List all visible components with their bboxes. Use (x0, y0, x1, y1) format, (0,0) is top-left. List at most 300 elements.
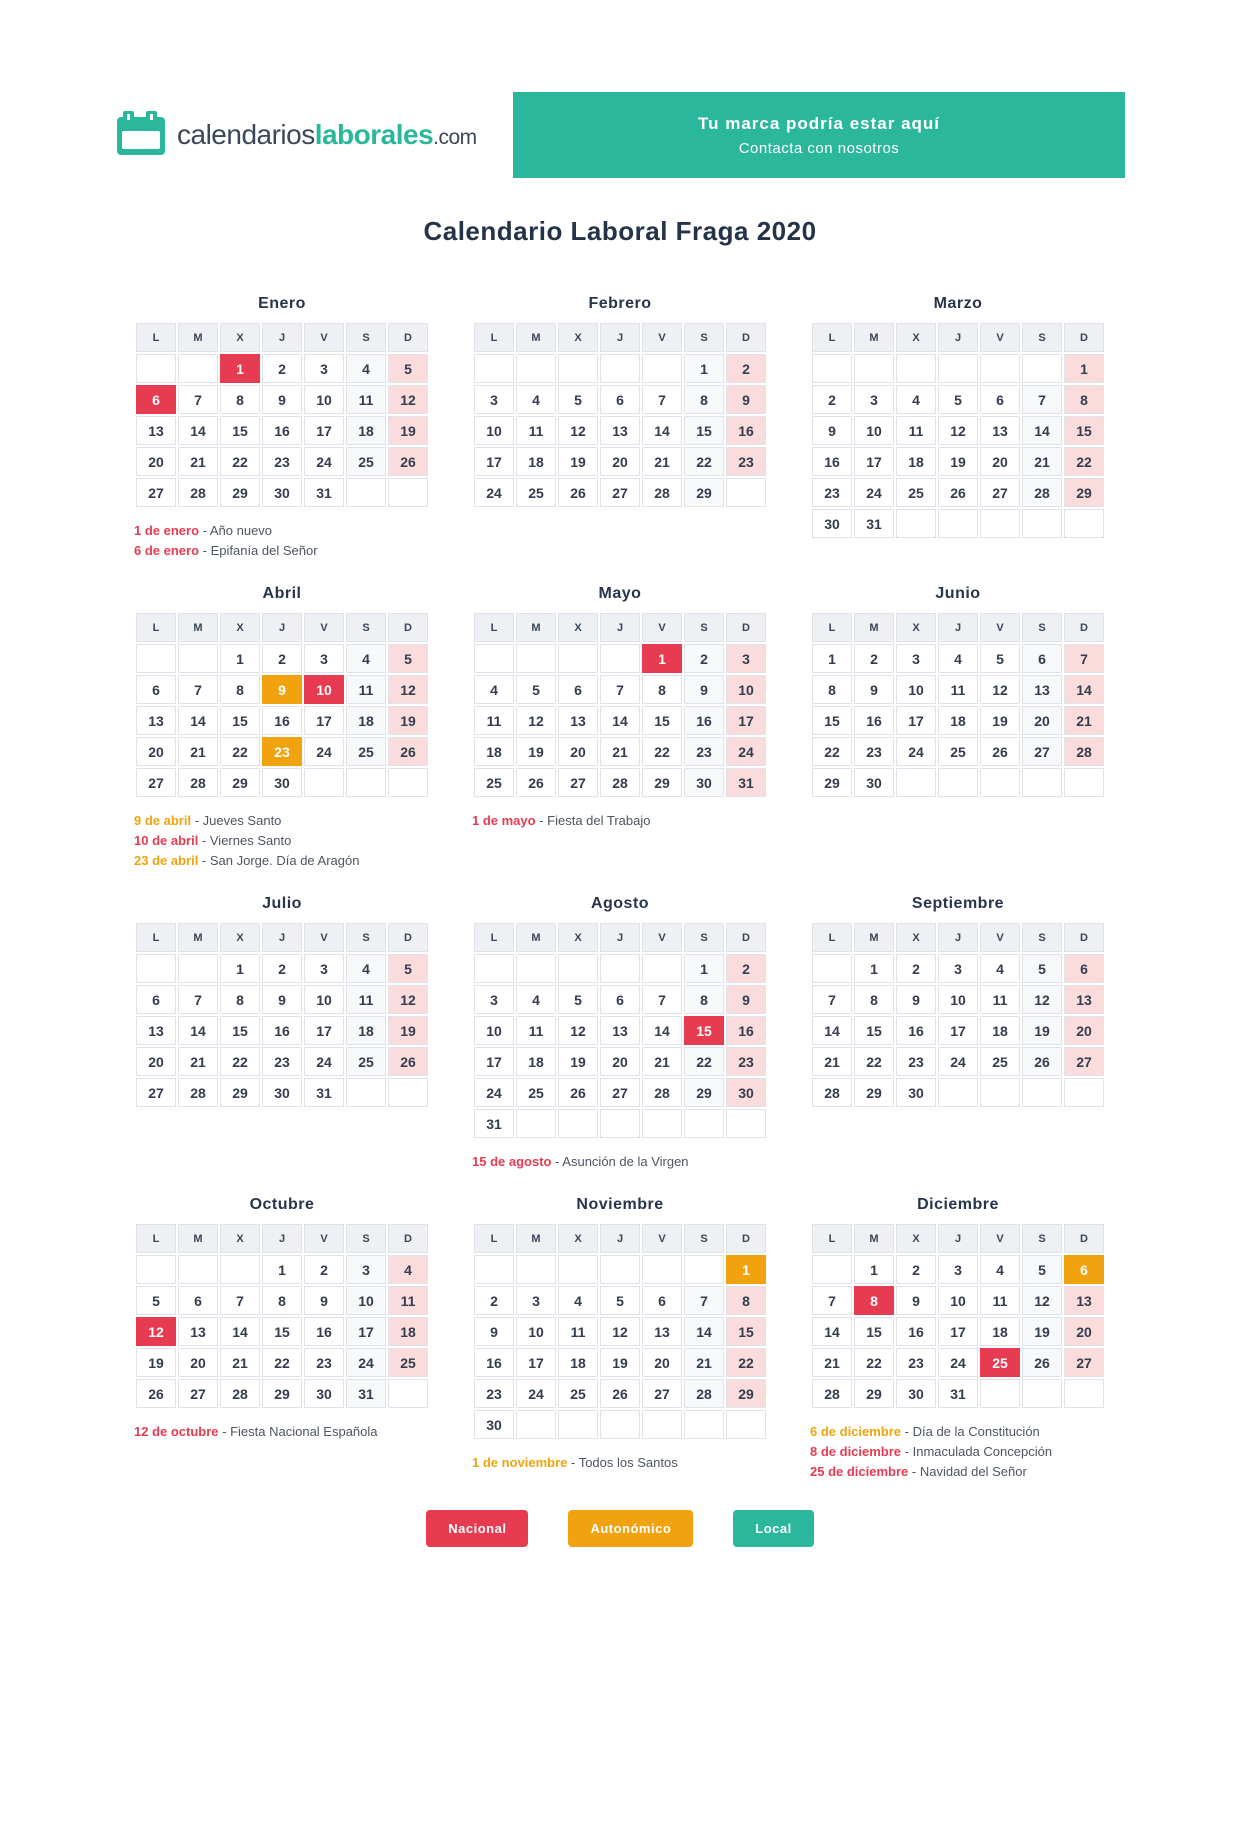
day-cell: 29 (1064, 478, 1104, 507)
day-cell: 21 (178, 737, 218, 766)
weekday-header: D (726, 613, 766, 642)
day-cell: 4 (896, 385, 936, 414)
ad-banner[interactable] (513, 92, 1125, 178)
weekday-header: D (726, 923, 766, 952)
day-cell: 14 (1022, 416, 1062, 445)
day-cell: 18 (388, 1317, 428, 1346)
empty-cell (980, 1078, 1020, 1107)
day-cell: 26 (1022, 1348, 1062, 1377)
calendar-table (472, 921, 768, 1140)
empty-cell (388, 1379, 428, 1408)
day-cell: 20 (600, 447, 640, 476)
week-row (812, 737, 1104, 766)
day-cell: 15 (854, 1016, 894, 1045)
day-cell: 29 (684, 1078, 724, 1107)
week-row (136, 706, 428, 735)
day-cell: 13 (600, 1016, 640, 1045)
day-cell: 18 (346, 1016, 386, 1045)
weekday-header: M (516, 323, 556, 352)
weekday-header: X (558, 613, 598, 642)
holiday-desc: - Año nuevo (199, 523, 273, 538)
day-cell: 5 (600, 1286, 640, 1315)
logo[interactable] (115, 109, 477, 162)
day-cell: 7 (178, 985, 218, 1014)
day-cell: 24 (854, 478, 894, 507)
day-cell: 10 (726, 675, 766, 704)
day-cell: 9 (726, 985, 766, 1014)
month-septiembre (810, 895, 1106, 1109)
day-cell: 6 (1022, 644, 1062, 673)
week-row (136, 644, 428, 673)
weekday-row (474, 613, 766, 642)
empty-cell (136, 954, 176, 983)
empty-cell (600, 644, 640, 673)
empty-cell (642, 1109, 682, 1138)
day-cell: 2 (812, 385, 852, 414)
empty-cell (516, 954, 556, 983)
day-cell: 24 (896, 737, 936, 766)
day-cell: 10 (516, 1317, 556, 1346)
day-cell: 20 (136, 447, 176, 476)
day-cell: 28 (1064, 737, 1104, 766)
empty-cell (642, 1410, 682, 1439)
week-row (474, 1317, 766, 1346)
day-cell: 18 (896, 447, 936, 476)
day-cell: 6 (600, 385, 640, 414)
holiday-list (472, 1152, 768, 1172)
empty-cell (178, 354, 218, 383)
day-cell: 4 (938, 644, 978, 673)
day-cell: 8 (220, 675, 260, 704)
day-cell: 3 (854, 385, 894, 414)
week-row (812, 985, 1104, 1014)
day-cell: 18 (474, 737, 514, 766)
day-cell: 16 (812, 447, 852, 476)
empty-cell (388, 478, 428, 507)
day-cell: 16 (304, 1317, 344, 1346)
day-cell: 30 (812, 509, 852, 538)
week-row (136, 1286, 428, 1315)
week-row (136, 737, 428, 766)
day-cell: 9 (684, 675, 724, 704)
day-cell: 6 (1064, 954, 1104, 983)
banner-contact-link[interactable]: Contacta con nosotros (738, 139, 900, 157)
month-title: Septiembre (911, 895, 1005, 912)
weekday-header: M (178, 613, 218, 642)
day-cell: 11 (346, 985, 386, 1014)
holiday-date: 1 de mayo (472, 813, 536, 828)
day-cell-holiday: 8 (854, 1286, 894, 1315)
day-cell: 13 (1022, 675, 1062, 704)
day-cell: 22 (854, 1348, 894, 1377)
weekday-header: L (812, 323, 852, 352)
week-row (812, 354, 1104, 383)
weekday-header: V (304, 923, 344, 952)
holiday-date: 23 de abril (134, 853, 199, 868)
day-cell: 2 (726, 354, 766, 383)
day-cell: 11 (558, 1317, 598, 1346)
weekday-header: L (136, 323, 176, 352)
holiday-desc: - Inmaculada Concepción (901, 1444, 1053, 1459)
weekday-header: V (304, 613, 344, 642)
day-cell: 5 (388, 354, 428, 383)
day-cell: 23 (684, 737, 724, 766)
empty-cell (684, 1109, 724, 1138)
day-cell: 16 (684, 706, 724, 735)
empty-cell (812, 954, 852, 983)
day-cell: 19 (388, 706, 428, 735)
day-cell: 30 (474, 1410, 514, 1439)
day-cell: 15 (812, 706, 852, 735)
day-cell: 1 (684, 954, 724, 983)
day-cell: 2 (684, 644, 724, 673)
empty-cell (980, 1379, 1020, 1408)
weekday-header: L (474, 923, 514, 952)
day-cell: 9 (262, 385, 302, 414)
day-cell: 17 (304, 1016, 344, 1045)
week-row (474, 768, 766, 797)
day-cell: 11 (980, 1286, 1020, 1315)
logo-text-laborales: laborales (314, 119, 434, 150)
empty-cell (726, 1109, 766, 1138)
empty-cell (980, 354, 1020, 383)
day-cell: 16 (262, 706, 302, 735)
day-cell: 30 (854, 768, 894, 797)
empty-cell (938, 1078, 978, 1107)
weekday-header: S (1022, 1224, 1062, 1253)
day-cell: 8 (220, 385, 260, 414)
weekday-header: L (812, 923, 852, 952)
day-cell: 29 (684, 478, 724, 507)
day-cell: 7 (220, 1286, 260, 1315)
day-cell: 15 (684, 416, 724, 445)
day-cell: 10 (474, 416, 514, 445)
month-title: Agosto (590, 895, 650, 912)
empty-cell (896, 768, 936, 797)
weekday-header: D (388, 923, 428, 952)
day-cell: 26 (600, 1379, 640, 1408)
weekday-header: S (684, 1224, 724, 1253)
day-cell: 1 (262, 1255, 302, 1284)
day-cell: 9 (896, 1286, 936, 1315)
day-cell: 21 (642, 1047, 682, 1076)
day-cell: 14 (1064, 675, 1104, 704)
day-cell: 25 (558, 1379, 598, 1408)
empty-cell (938, 509, 978, 538)
day-cell: 4 (346, 954, 386, 983)
day-cell: 3 (938, 1255, 978, 1284)
empty-cell (474, 644, 514, 673)
holiday-note (134, 541, 430, 561)
weekday-header: J (938, 323, 978, 352)
empty-cell (938, 354, 978, 383)
day-cell: 9 (304, 1286, 344, 1315)
empty-cell (474, 1255, 514, 1284)
day-cell: 14 (642, 1016, 682, 1045)
day-cell: 30 (726, 1078, 766, 1107)
day-cell: 15 (220, 1016, 260, 1045)
day-cell: 23 (262, 1047, 302, 1076)
day-cell: 27 (136, 478, 176, 507)
week-row (136, 354, 428, 383)
weekday-header: X (896, 323, 936, 352)
day-cell: 16 (262, 416, 302, 445)
holiday-date: 6 de diciembre (810, 1424, 902, 1439)
weekday-header: X (896, 923, 936, 952)
day-cell-holiday: 1 (726, 1255, 766, 1284)
holiday-date: 6 de enero (134, 543, 200, 558)
day-cell: 23 (474, 1379, 514, 1408)
weekday-header: X (220, 923, 260, 952)
empty-cell (304, 768, 344, 797)
holiday-note (472, 1453, 768, 1473)
weekday-row (136, 613, 428, 642)
day-cell: 3 (346, 1255, 386, 1284)
day-cell: 6 (980, 385, 1020, 414)
day-cell: 23 (726, 447, 766, 476)
calendar-table (810, 611, 1106, 799)
legend-button-local[interactable]: Local (733, 1510, 813, 1547)
day-cell: 4 (516, 985, 556, 1014)
day-cell: 28 (1022, 478, 1062, 507)
day-cell: 29 (854, 1078, 894, 1107)
empty-cell (684, 1255, 724, 1284)
holiday-date: 15 de agosto (472, 1154, 552, 1169)
day-cell: 11 (346, 385, 386, 414)
empty-cell (136, 1255, 176, 1284)
weekday-header: V (642, 1224, 682, 1253)
day-cell: 2 (304, 1255, 344, 1284)
day-cell: 2 (262, 954, 302, 983)
day-cell: 13 (1064, 1286, 1104, 1315)
day-cell: 3 (304, 954, 344, 983)
empty-cell (388, 1078, 428, 1107)
empty-cell (558, 354, 598, 383)
week-row (812, 416, 1104, 445)
weekday-header: D (1064, 613, 1104, 642)
day-cell: 27 (642, 1379, 682, 1408)
day-cell: 31 (474, 1109, 514, 1138)
day-cell: 14 (178, 706, 218, 735)
day-cell: 22 (262, 1348, 302, 1377)
holiday-date: 25 de diciembre (810, 1464, 909, 1479)
day-cell: 17 (726, 706, 766, 735)
weekday-header: S (1022, 613, 1062, 642)
day-cell: 17 (304, 416, 344, 445)
weekday-header: D (726, 323, 766, 352)
day-cell: 21 (684, 1348, 724, 1377)
day-cell: 29 (220, 1078, 260, 1107)
empty-cell (896, 509, 936, 538)
empty-cell (516, 354, 556, 383)
day-cell: 30 (262, 1078, 302, 1107)
weekday-header: J (262, 323, 302, 352)
day-cell: 16 (726, 1016, 766, 1045)
day-cell: 28 (812, 1379, 852, 1408)
day-cell: 4 (474, 675, 514, 704)
month-title: Enero (258, 295, 306, 312)
day-cell: 29 (812, 768, 852, 797)
day-cell: 9 (812, 416, 852, 445)
weekday-header: V (980, 923, 1020, 952)
week-row (812, 447, 1104, 476)
weekday-header: D (388, 1224, 428, 1253)
month-abril (134, 585, 430, 871)
week-row (812, 675, 1104, 704)
day-cell: 15 (262, 1317, 302, 1346)
holiday-note (472, 811, 768, 831)
day-cell: 4 (980, 1255, 1020, 1284)
calendar-table (810, 1222, 1106, 1410)
day-cell: 27 (1064, 1348, 1104, 1377)
empty-cell (600, 1109, 640, 1138)
week-row (136, 1379, 428, 1408)
day-cell: 8 (684, 385, 724, 414)
day-cell: 15 (854, 1317, 894, 1346)
day-cell: 3 (474, 985, 514, 1014)
day-cell: 8 (642, 675, 682, 704)
day-cell: 7 (1064, 644, 1104, 673)
day-cell: 9 (854, 675, 894, 704)
day-cell: 7 (1022, 385, 1062, 414)
week-row (474, 954, 766, 983)
day-cell: 26 (388, 447, 428, 476)
weekday-row (136, 323, 428, 352)
day-cell: 3 (938, 954, 978, 983)
empty-cell (726, 478, 766, 507)
day-cell: 20 (136, 1047, 176, 1076)
weekday-header: V (304, 1224, 344, 1253)
week-row (812, 768, 1104, 797)
holiday-desc: - Asunción de la Virgen (551, 1154, 689, 1169)
empty-cell (388, 768, 428, 797)
day-cell: 12 (516, 706, 556, 735)
day-cell-holiday: 1 (642, 644, 682, 673)
day-cell: 4 (516, 385, 556, 414)
week-row (136, 1317, 428, 1346)
weekday-header: S (1022, 923, 1062, 952)
day-cell-holiday: 10 (304, 675, 344, 704)
weekday-row (136, 923, 428, 952)
week-row (474, 1016, 766, 1045)
day-cell: 5 (558, 385, 598, 414)
day-cell: 5 (388, 644, 428, 673)
holiday-desc: - Fiesta Nacional Española (218, 1424, 378, 1439)
day-cell: 14 (600, 706, 640, 735)
calendar-table (810, 321, 1106, 540)
day-cell: 27 (600, 1078, 640, 1107)
day-cell: 18 (980, 1317, 1020, 1346)
day-cell: 25 (346, 1047, 386, 1076)
day-cell: 6 (642, 1286, 682, 1315)
day-cell: 16 (474, 1348, 514, 1377)
day-cell: 22 (684, 447, 724, 476)
empty-cell (642, 1255, 682, 1284)
empty-cell (474, 354, 514, 383)
weekday-header: X (896, 1224, 936, 1253)
day-cell: 25 (938, 737, 978, 766)
holiday-desc: - Viernes Santo (198, 833, 292, 848)
weekday-header: M (178, 1224, 218, 1253)
day-cell: 11 (516, 1016, 556, 1045)
day-cell: 1 (220, 644, 260, 673)
day-cell: 7 (812, 985, 852, 1014)
day-cell: 6 (136, 985, 176, 1014)
holiday-date: 10 de abril (134, 833, 199, 848)
day-cell: 28 (178, 1078, 218, 1107)
empty-cell (1022, 354, 1062, 383)
week-row (812, 1255, 1104, 1284)
empty-cell (136, 644, 176, 673)
day-cell: 20 (1064, 1016, 1104, 1045)
weekday-header: M (516, 923, 556, 952)
week-row (136, 478, 428, 507)
empty-cell (220, 1255, 260, 1284)
holiday-date: 8 de diciembre (810, 1444, 902, 1459)
legend (0, 1510, 1240, 1547)
empty-cell (558, 1255, 598, 1284)
legend-button-nacional[interactable]: Nacional (426, 1510, 528, 1547)
holiday-desc: - Fiesta del Trabajo (535, 813, 651, 828)
week-row (474, 1410, 766, 1439)
day-cell: 11 (346, 675, 386, 704)
holiday-note (134, 831, 430, 851)
weekday-header: X (558, 1224, 598, 1253)
week-row (812, 706, 1104, 735)
empty-cell (1022, 768, 1062, 797)
day-cell: 18 (558, 1348, 598, 1377)
day-cell: 7 (684, 1286, 724, 1315)
weekday-header: D (1064, 323, 1104, 352)
day-cell: 7 (642, 985, 682, 1014)
day-cell: 21 (1022, 447, 1062, 476)
day-cell: 26 (516, 768, 556, 797)
day-cell: 24 (304, 447, 344, 476)
day-cell: 12 (388, 385, 428, 414)
weekday-header: S (346, 1224, 386, 1253)
day-cell: 29 (262, 1379, 302, 1408)
weekday-header: X (558, 923, 598, 952)
day-cell: 25 (388, 1348, 428, 1377)
day-cell: 17 (474, 447, 514, 476)
day-cell: 13 (558, 706, 598, 735)
weekday-row (812, 923, 1104, 952)
day-cell: 12 (558, 1016, 598, 1045)
day-cell: 24 (474, 478, 514, 507)
legend-button-autonomico[interactable]: Autonómico (568, 1510, 693, 1547)
calendar-table (472, 611, 768, 799)
empty-cell (854, 354, 894, 383)
holiday-list (134, 1422, 430, 1442)
day-cell: 18 (516, 1047, 556, 1076)
day-cell: 9 (896, 985, 936, 1014)
weekday-header: M (178, 923, 218, 952)
weekday-header: V (980, 613, 1020, 642)
empty-cell (516, 1410, 556, 1439)
holiday-note (134, 811, 430, 831)
months-grid (134, 295, 1106, 1482)
weekday-row (474, 923, 766, 952)
month-title: Marzo (933, 295, 983, 312)
day-cell: 11 (938, 675, 978, 704)
banner-headline: Tu marca podría estar aquí (697, 113, 941, 133)
weekday-header: J (938, 613, 978, 642)
day-cell: 1 (684, 354, 724, 383)
day-cell: 8 (262, 1286, 302, 1315)
week-row (474, 478, 766, 507)
day-cell: 19 (558, 447, 598, 476)
day-cell: 13 (642, 1317, 682, 1346)
